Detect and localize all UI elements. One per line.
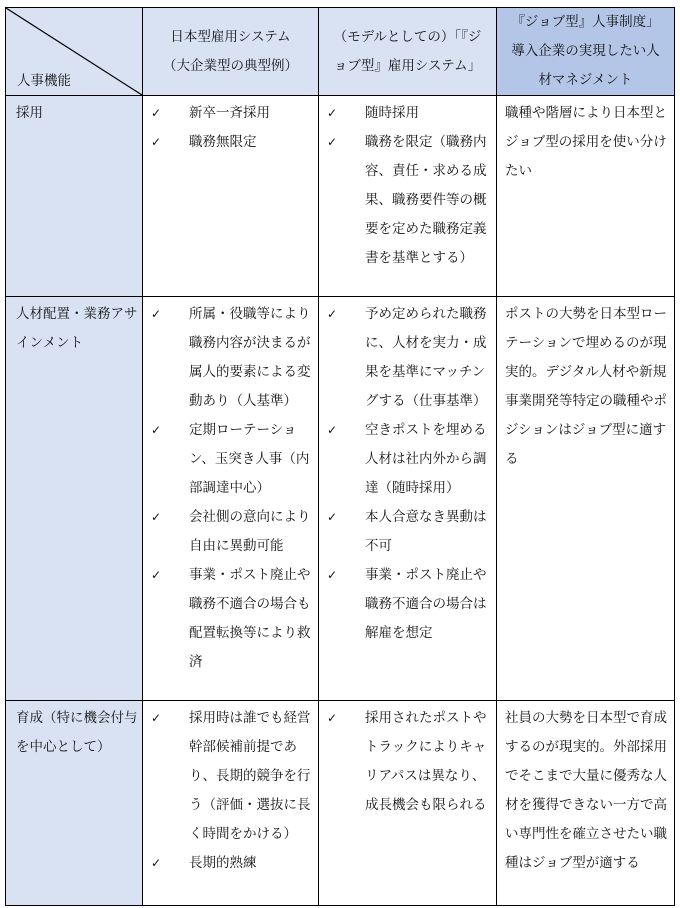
header-line: （大企業型の典型例） — [163, 57, 298, 74]
check-icon: ✓ — [327, 135, 338, 149]
target-cell: 職種や階層により日本型とジョブ型の採用を使い分けたい — [497, 96, 675, 297]
list-item: ✓ 所属・役職等により職務内容が決まるが属人的要素による変動あり（人基準） — [147, 300, 312, 416]
header-line: 導入企業の実現したい人 — [511, 43, 660, 59]
japanese-type-cell — [143, 701, 319, 906]
list-item: ✓ 事業・ポスト廃止や職務不適合の場合も配置転換等により救済 — [147, 561, 312, 677]
list-item: ✓ 予め定められた職務に、人材を実力・成果を基準にマッチングする（仕事基準） — [323, 300, 490, 416]
target-cell: 社員の大勢を日本型で育成するのが現実的。外部採用でそこまで大量に優秀な人材を獲得できない一方で高い専門性を確立させたい職種はジョブ型が適する — [497, 701, 675, 906]
check-icon: ✓ — [151, 510, 162, 524]
function-cell: 採用 — [6, 96, 143, 297]
header-row — [6, 8, 675, 96]
header-line: ョブ型』雇用システム」 — [333, 57, 482, 74]
check-icon: ✓ — [327, 423, 338, 437]
check-icon: ✓ — [327, 568, 338, 582]
list-item: ✓ 採用されたポストやトラックによりキャリアパスは異なり、成長機会も限られる — [323, 704, 490, 820]
header-target-management — [497, 8, 675, 96]
check-icon: ✓ — [151, 568, 162, 582]
list-item: ✓ 定期ローテーション、玉突き人事（内部調達中心） — [147, 416, 312, 503]
check-icon: ✓ — [151, 307, 162, 321]
check-icon: ✓ — [151, 423, 162, 437]
list-item: ✓ 職務を限定（職務内容、責任・求める成果、職務要件等の概要を定めた職務定義書を基準とする） — [323, 128, 490, 273]
japanese-type-cell — [143, 96, 319, 297]
header-line: （モデルとしての）「『ジ — [333, 28, 482, 45]
job-type-cell — [319, 297, 497, 701]
header-line: 『ジョブ型』人事制度」 — [511, 14, 660, 30]
list-item: ✓ 事業・ポスト廃止や職務不適合の場合は解雇を想定 — [323, 561, 490, 648]
table-row — [6, 297, 675, 701]
header-line: 日本型雇用システム — [170, 28, 291, 45]
hr-comparison-table — [5, 7, 675, 906]
corner-label: 人事機能 — [17, 73, 71, 89]
job-type-cell — [319, 96, 497, 297]
list-item: ✓ 会社側の意向により自由に異動可能 — [147, 503, 312, 561]
table-row — [6, 96, 675, 297]
japanese-type-cell — [143, 297, 319, 701]
check-icon: ✓ — [151, 106, 162, 120]
job-type-cell — [319, 701, 497, 906]
header-line: 材マネジメント — [538, 72, 633, 88]
target-cell: ポストの大勢を日本型ローテーションで埋めるのが現実的。デジタル人材や新規事業開発等特定の職種やポジションはジョブ型に適する — [497, 297, 675, 701]
list-item: ✓ 採用時は誰でも経営幹部候補前提であり、長期的競争を行う（評価・選抜に長く時間をかける） — [147, 704, 312, 849]
list-item: ✓ 長期的熟練 — [147, 849, 312, 878]
check-icon: ✓ — [327, 510, 338, 524]
list-item: ✓ 随時採用 — [323, 99, 490, 128]
check-icon: ✓ — [327, 307, 338, 321]
list-item: ✓ 空きポストを埋める人材は社内外から調達（随時採用） — [323, 416, 490, 503]
check-icon: ✓ — [327, 106, 338, 120]
list-item: ✓ 新卒一斉採用 — [147, 99, 312, 128]
table-row — [6, 701, 675, 906]
function-cell: 人材配置・業務アサインメント — [6, 297, 143, 701]
function-cell: 育成（特に機会付与を中心として） — [6, 701, 143, 906]
check-icon: ✓ — [151, 711, 162, 725]
list-item: ✓ 本人合意なき異動は不可 — [323, 503, 490, 561]
header-japanese-type — [143, 8, 319, 96]
check-icon: ✓ — [327, 711, 338, 725]
corner-header-cell — [6, 8, 143, 96]
check-icon: ✓ — [151, 856, 162, 870]
list-item: ✓ 職務無限定 — [147, 128, 312, 157]
check-icon: ✓ — [151, 135, 162, 149]
header-job-type — [319, 8, 497, 96]
